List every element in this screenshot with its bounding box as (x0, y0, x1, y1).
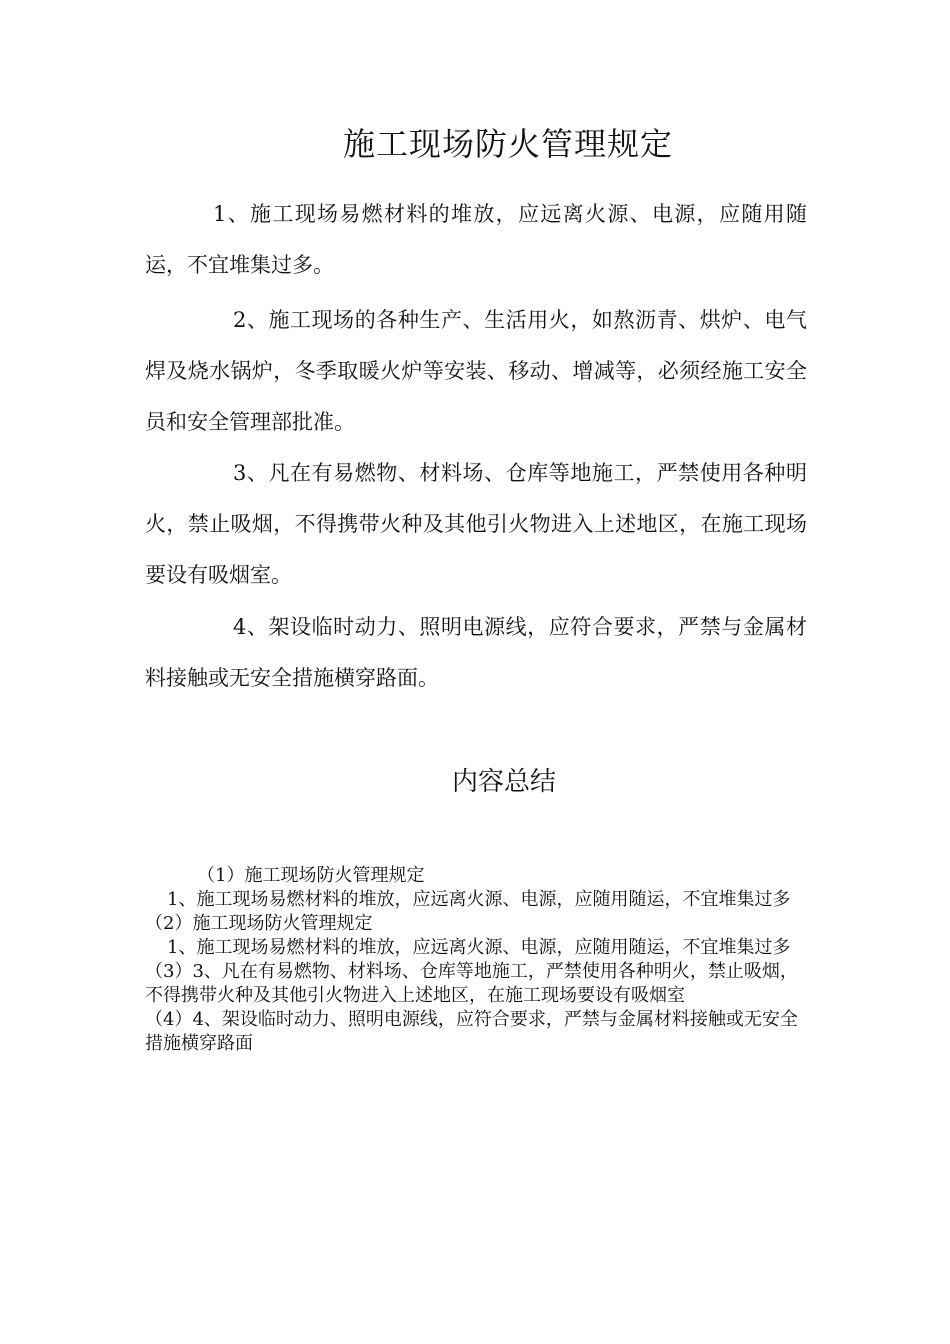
summary-item-2-text: 1、施工现场易燃材料的堆放，应远离火源、电源，应随用随运，不宜堆集过多 (167, 937, 791, 958)
regulation-paragraph-4: 4、架设临时动力、照明电源线，应符合要求，严禁与金属材料接触或无安全措施横穿路面。 (145, 615, 807, 690)
summary-title: 内容总结 (451, 767, 556, 797)
summary-item-3: （3）3、凡在有易燃物、材料场、仓库等地施工，严禁使用各种明火，禁止吸烟，不得携带火种及其他引火物进入上述地区，在施工现场要设有吸烟室 (145, 961, 798, 1006)
regulation-paragraph-2: 2、施工现场的各种生产、生活用火，如熬沥青、烘炉、电气焊及烧水锅炉，冬季取暖火炉等安装、移动、增减等，必须经施工安全员和安全管理部批准。 (145, 308, 807, 434)
regulation-paragraph-3: 3、凡在有易燃物、材料场、仓库等地施工，严禁使用各种明火，禁止吸烟，不得携带火种及其他引火物进入上述地区，在施工现场要设有吸烟室。 (145, 461, 807, 587)
summary-item-1-heading: （1）施工现场防火管理规定 (197, 865, 425, 886)
document-title: 施工现场防火管理规定 (342, 125, 673, 163)
summary-item-4: （4）4、架设临时动力、照明电源线，应符合要求，严禁与金属材料接触或无安全措施横穿路面 (145, 1009, 798, 1054)
summary-section (145, 864, 807, 1056)
summary-item-2-heading: （2）施工现场防火管理规定 (145, 913, 373, 934)
regulation-paragraph-1: 1、施工现场易燃材料的堆放，应远离火源、电源，应随用随运，不宜堆集过多。 (145, 202, 807, 277)
summary-item-1-text: 1、施工现场易燃材料的堆放，应远离火源、电源，应随用随运，不宜堆集过多 (167, 889, 791, 910)
